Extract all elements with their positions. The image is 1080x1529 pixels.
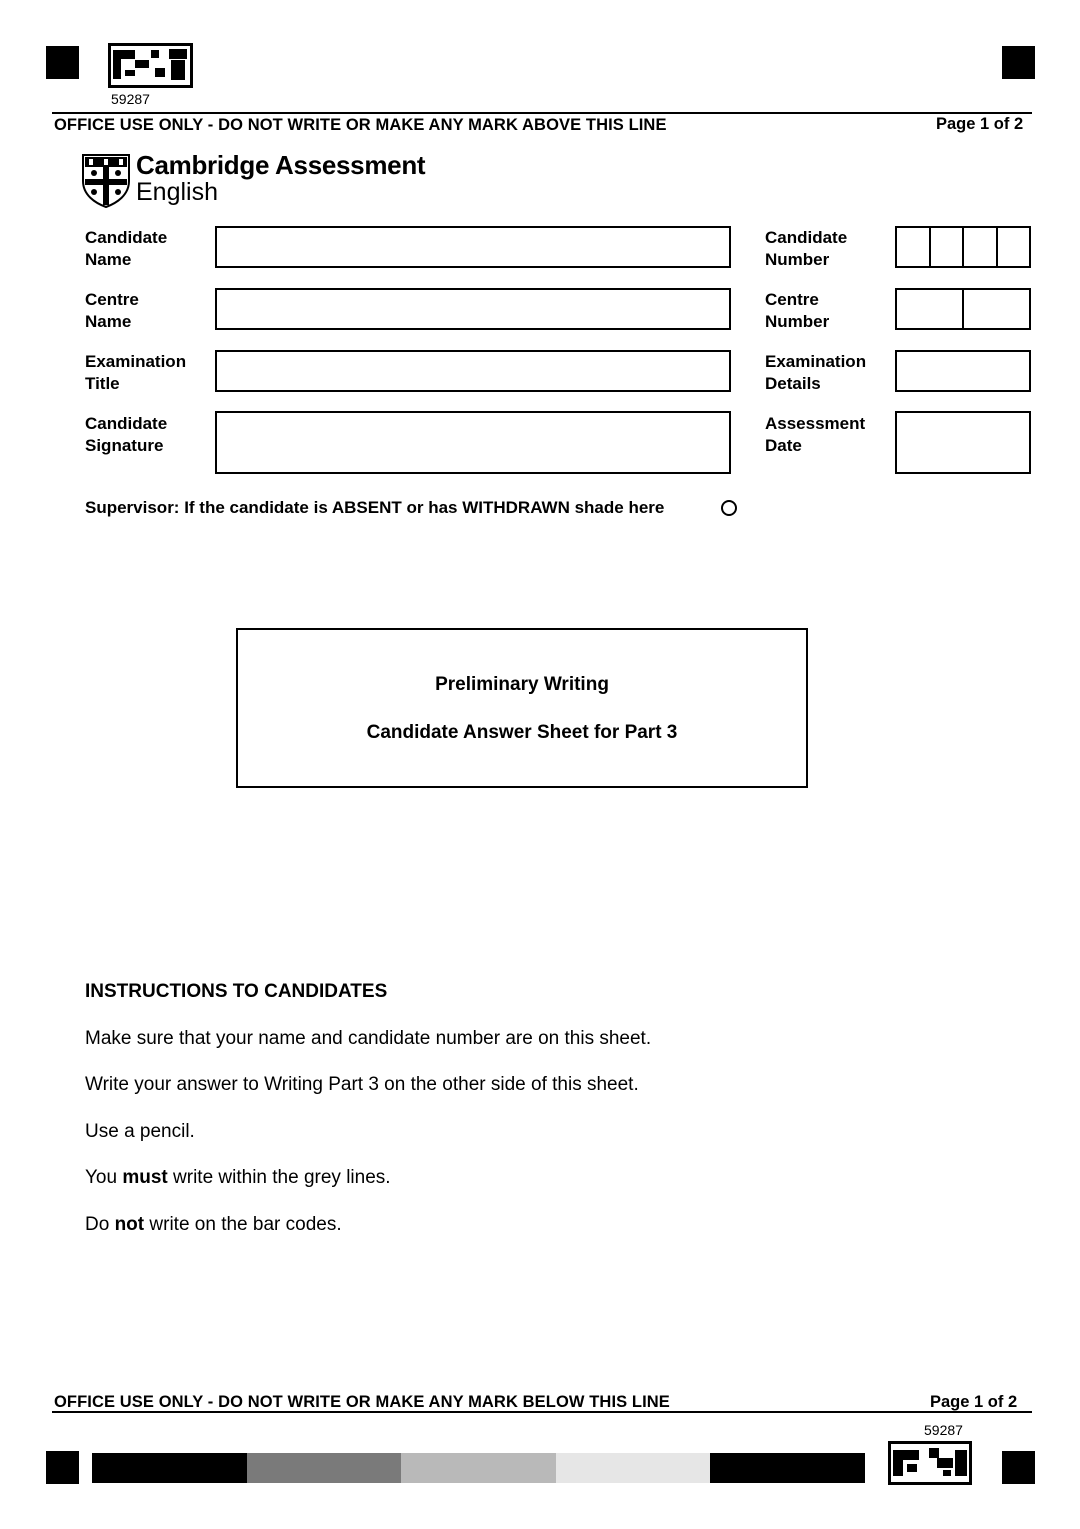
candidate-number-digit-3[interactable] <box>964 228 998 266</box>
centre-number-field[interactable] <box>895 288 1031 330</box>
logo-line-1: Cambridge Assessment <box>136 150 426 180</box>
calibration-segment-1 <box>92 1453 247 1483</box>
centre-number-part-2[interactable] <box>964 290 1029 328</box>
assessment-date-field[interactable] <box>895 411 1031 474</box>
registration-mark-top-left <box>46 46 79 79</box>
bottom-barcode <box>888 1441 972 1485</box>
sheet-title: Preliminary Writing <box>435 674 609 695</box>
bottom-office-line <box>52 1411 1032 1413</box>
barcode-pattern-icon <box>891 1444 969 1482</box>
candidate-number-digit-1[interactable] <box>897 228 931 266</box>
calibration-segment-5 <box>710 1453 865 1483</box>
centre-name-label: Centre Name <box>85 290 139 331</box>
top-office-line <box>52 112 1032 114</box>
instruction-item-3: Use a pencil. <box>85 1121 195 1142</box>
absent-withdrawn-radio[interactable] <box>721 500 737 516</box>
calibration-segment-3 <box>401 1453 556 1483</box>
instructions-heading: INSTRUCTIONS TO CANDIDATES <box>85 981 388 1002</box>
barcode-pattern-icon <box>111 46 190 85</box>
candidate-number-digit-2[interactable] <box>931 228 965 266</box>
examination-title-label: Examination Title <box>85 352 187 393</box>
registration-mark-top-right <box>1002 46 1035 79</box>
candidate-number-label: Candidate Number <box>765 228 848 269</box>
centre-number-label: Centre Number <box>765 290 830 331</box>
candidate-name-field[interactable] <box>215 226 731 268</box>
top-page-label: Page 1 of 2 <box>936 115 1024 133</box>
supervisor-note: Supervisor: If the candidate is ABSENT or has WITHDRAWN shade here <box>85 498 665 517</box>
instruction-item-1: Make sure that your name and candidate number are on this sheet. <box>85 1028 652 1049</box>
sheet-number-bottom: 59287 <box>924 1422 963 1438</box>
assessment-date-label: Assessment Date <box>765 414 866 455</box>
bottom-page-label: Page 1 of 2 <box>930 1393 1018 1411</box>
sheet-subtitle: Candidate Answer Sheet for Part 3 <box>366 722 678 743</box>
instruction-item-4: You must write within the grey lines. <box>85 1167 391 1188</box>
calibration-segment-2 <box>247 1453 402 1483</box>
candidate-signature-field[interactable] <box>215 411 731 474</box>
registration-mark-bottom-right <box>1002 1451 1035 1484</box>
examination-details-label: Examination Details <box>765 352 867 393</box>
sheet-title-box <box>236 628 808 788</box>
bottom-office-notice: OFFICE USE ONLY - DO NOT WRITE OR MAKE ANY MARK BELOW THIS LINE <box>54 1393 670 1411</box>
logo-line-2: English <box>136 178 218 206</box>
centre-number-part-1[interactable] <box>897 290 964 328</box>
candidate-signature-label: Candidate Signature <box>85 414 168 455</box>
sheet-number-top: 59287 <box>111 91 150 107</box>
examination-title-field[interactable] <box>215 350 731 392</box>
instruction-item-5: Do not write on the bar codes. <box>85 1214 342 1235</box>
calibration-segment-4 <box>556 1453 711 1483</box>
candidate-number-field[interactable] <box>895 226 1031 268</box>
registration-mark-bottom-left <box>46 1451 79 1484</box>
university-crest-icon <box>81 153 131 208</box>
candidate-number-digit-4[interactable] <box>998 228 1030 266</box>
examination-details-field[interactable] <box>895 350 1031 392</box>
calibration-strip <box>92 1453 865 1483</box>
top-barcode <box>108 43 193 88</box>
instruction-item-2: Write your answer to Writing Part 3 on the other side of this sheet. <box>85 1074 639 1095</box>
centre-name-field[interactable] <box>215 288 731 330</box>
top-office-notice: OFFICE USE ONLY - DO NOT WRITE OR MAKE ANY MARK ABOVE THIS LINE <box>54 116 667 134</box>
candidate-name-label: Candidate Name <box>85 228 168 269</box>
